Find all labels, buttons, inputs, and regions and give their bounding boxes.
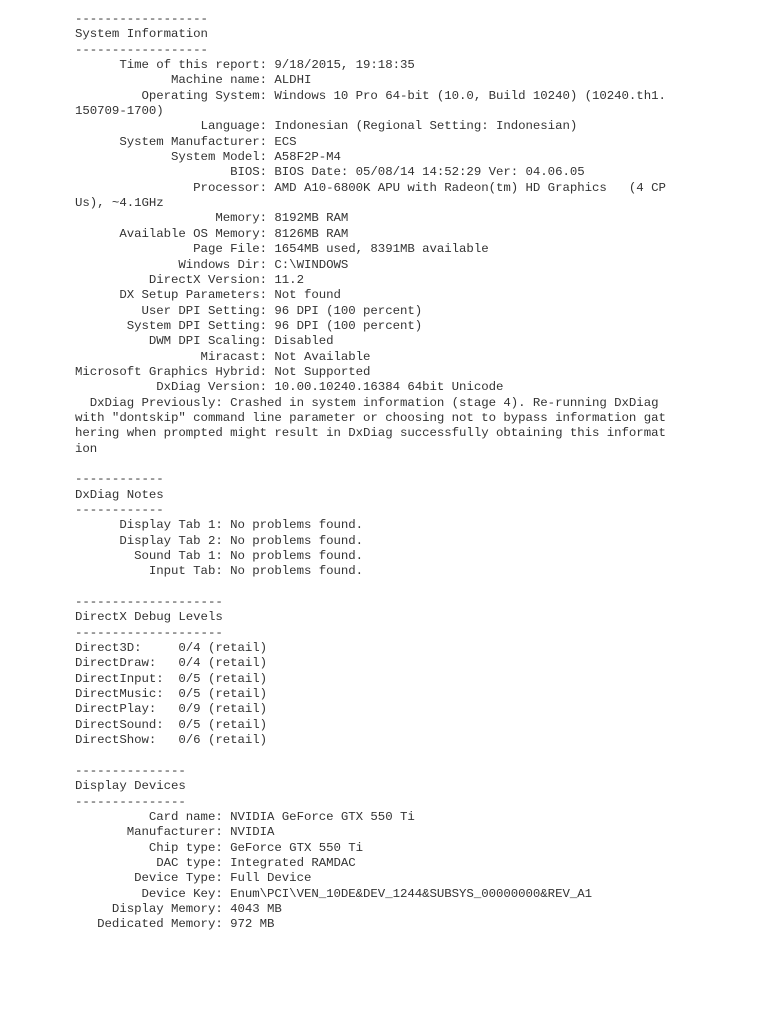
report-line: Display Tab 1: No problems found.	[75, 518, 364, 533]
report-line: Device Type: Full Device	[75, 871, 312, 886]
report-line: System Manufacturer: ECS	[75, 134, 297, 149]
report-line: ------------	[75, 472, 164, 487]
dxdiag-report-text	[75, 12, 695, 933]
report-line	[75, 749, 695, 764]
report-line: DirectX Version: 11.2	[75, 272, 304, 287]
report-line: with "dontskip" command line parameter or choosing not to bypass information gat	[75, 410, 666, 425]
report-line: System Information	[75, 27, 208, 42]
report-line: Us), ~4.1GHz	[75, 196, 164, 211]
report-line: Manufacturer: NVIDIA	[75, 825, 275, 840]
report-line: --------------------	[75, 595, 223, 610]
report-line: ---------------	[75, 794, 186, 809]
report-line: DxDiag Notes	[75, 487, 164, 502]
report-line: Card name: NVIDIA GeForce GTX 550 Ti	[75, 809, 415, 824]
report-line: ion	[75, 441, 98, 456]
report-line	[75, 457, 695, 472]
report-line: User DPI Setting: 96 DPI (100 percent)	[75, 303, 423, 318]
report-line: System Model: A58F2P-M4	[75, 150, 341, 165]
report-line: Available OS Memory: 8126MB RAM	[75, 226, 349, 241]
report-line: Display Tab 2: No problems found.	[75, 533, 364, 548]
report-line: Dedicated Memory: 972 MB	[75, 917, 275, 932]
report-line: 150709-1700)	[75, 104, 164, 119]
report-line: DxDiag Previously: Crashed in system information (stage 4). Re-running DxDiag	[75, 395, 659, 410]
report-line: Sound Tab 1: No problems found.	[75, 549, 364, 564]
report-line: BIOS: BIOS Date: 05/08/14 14:52:29 Ver: 04.06.05	[75, 165, 585, 180]
report-line: Processor: AMD A10-6800K APU with Radeon(tm) HD Graphics (4 CP	[75, 180, 666, 195]
report-line: Machine name: ALDHI	[75, 73, 312, 88]
report-line: hering when prompted might result in DxDiag successfully obtaining this informat	[75, 426, 666, 441]
report-line: System DPI Setting: 96 DPI (100 percent)	[75, 318, 423, 333]
report-line: DirectInput: 0/5 (retail)	[75, 671, 268, 686]
report-line: DirectSound: 0/5 (retail)	[75, 717, 268, 732]
report-line	[75, 580, 695, 595]
report-line: Chip type: GeForce GTX 550 Ti	[75, 840, 364, 855]
report-line: DirectX Debug Levels	[75, 610, 223, 625]
report-line: DX Setup Parameters: Not found	[75, 288, 341, 303]
report-line: DirectPlay: 0/9 (retail)	[75, 702, 268, 717]
report-line: Display Devices	[75, 779, 186, 794]
report-line: DAC type: Integrated RAMDAC	[75, 855, 356, 870]
report-line: Memory: 8192MB RAM	[75, 211, 349, 226]
report-line: Miracast: Not Available	[75, 349, 371, 364]
report-line: Operating System: Windows 10 Pro 64-bit (10.0, Build 10240) (10240.th1.	[75, 88, 666, 103]
report-line: --------------------	[75, 625, 223, 640]
report-line: DxDiag Version: 10.00.10240.16384 64bit Unicode	[75, 380, 504, 395]
report-line: Device Key: Enum\PCI\VEN_10DE&DEV_1244&SUBSYS_00000000&REV_A1	[75, 886, 592, 901]
report-line: Language: Indonesian (Regional Setting: Indonesian)	[75, 119, 578, 134]
report-line: Display Memory: 4043 MB	[75, 901, 282, 916]
report-line: DirectMusic: 0/5 (retail)	[75, 687, 268, 702]
report-line: DWM DPI Scaling: Disabled	[75, 334, 334, 349]
report-line: ------------------	[75, 42, 208, 57]
report-line: Time of this report: 9/18/2015, 19:18:35	[75, 58, 415, 73]
report-line: DirectDraw: 0/4 (retail)	[75, 656, 268, 671]
report-line: Input Tab: No problems found.	[75, 564, 364, 579]
report-line: ---------------	[75, 763, 186, 778]
report-line: DirectShow: 0/6 (retail)	[75, 733, 268, 748]
report-line: Page File: 1654MB used, 8391MB available	[75, 242, 489, 257]
report-line: Direct3D: 0/4 (retail)	[75, 641, 268, 656]
report-line: ------------	[75, 503, 164, 517]
report-line: ------------------	[75, 12, 208, 26]
report-line: Microsoft Graphics Hybrid: Not Supported	[75, 364, 371, 379]
report-line: Windows Dir: C:\WINDOWS	[75, 257, 349, 272]
